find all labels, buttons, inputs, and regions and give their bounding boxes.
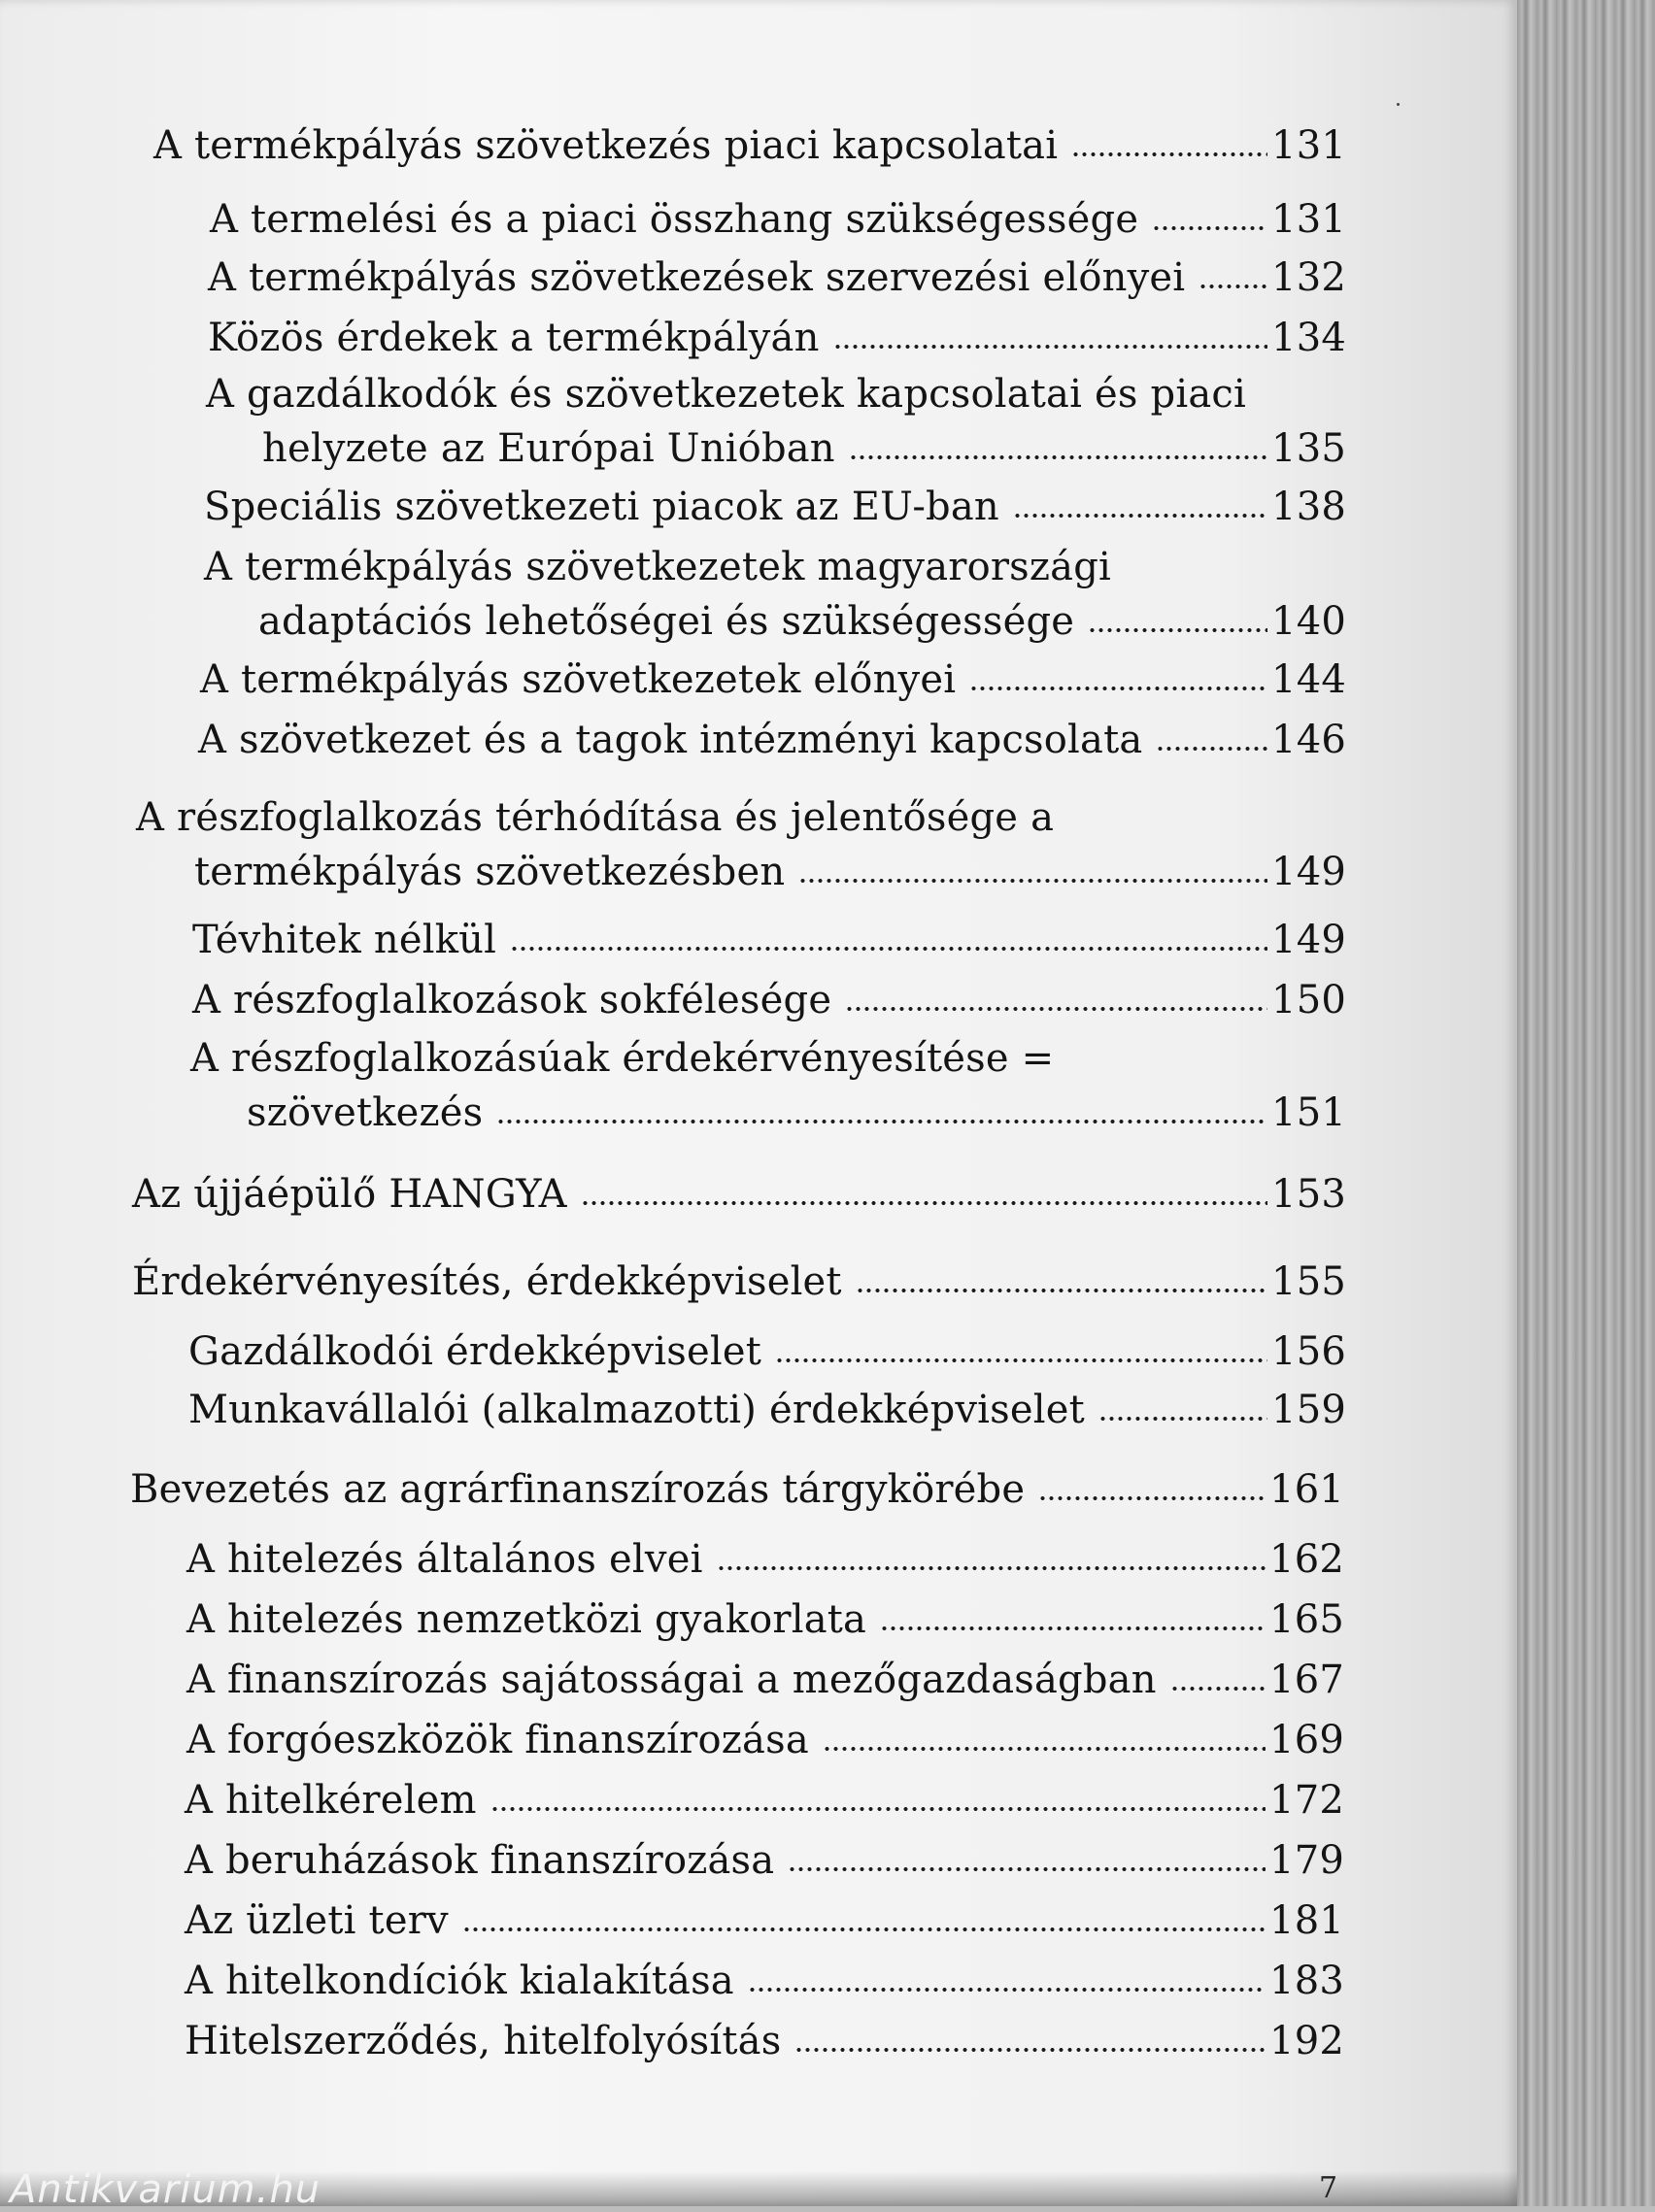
toc-entry xyxy=(132,1258,1346,1305)
toc-entry-page: 167 xyxy=(1269,1658,1344,1702)
leader-dots xyxy=(496,1119,1267,1124)
toc-entry xyxy=(188,1328,1346,1375)
leader-dots xyxy=(880,1625,1266,1631)
toc-entry-page: 134 xyxy=(1271,316,1346,360)
leader-dots xyxy=(1088,627,1267,633)
toc-entry-title: A hitelkérelem xyxy=(185,1778,477,1823)
toc-entry-title: A részfoglalkozások sokfélesége xyxy=(192,978,832,1022)
toc-entry-page: 138 xyxy=(1271,485,1346,529)
toc-entry-title: A forgóeszközök finanszírozása xyxy=(186,1718,809,1762)
leader-dots xyxy=(1152,225,1267,231)
toc-entry xyxy=(132,1171,1346,1218)
toc-entry-title: A termékpályás szövetkezetek előnyei xyxy=(200,657,957,702)
toc-entry-title: Bevezetés az agrárfinanszírozás tárgykörébe xyxy=(130,1467,1026,1512)
toc-entry xyxy=(210,196,1346,243)
leader-dots xyxy=(969,686,1267,691)
leader-dots xyxy=(1013,513,1267,519)
toc-entry-page: 161 xyxy=(1269,1467,1344,1512)
toc-entry xyxy=(186,1596,1344,1643)
toc-entry-page: 179 xyxy=(1269,1838,1344,1883)
toc-entry-title: A finanszírozás sajátosságai a mezőgazdaságban xyxy=(186,1658,1157,1702)
watermark: Antikvarium.hu xyxy=(10,2167,321,2212)
leader-dots xyxy=(1170,1686,1266,1692)
toc-entry xyxy=(153,122,1346,169)
leader-dots xyxy=(823,1746,1266,1752)
toc-entry xyxy=(200,656,1346,703)
toc-entry-page: 151 xyxy=(1271,1090,1346,1135)
toc-entry-title: A részfoglalkozás térhódítása és jelentősége a xyxy=(136,795,1055,840)
toc-entry-title: Az üzleti terv xyxy=(185,1898,449,1943)
toc-entry xyxy=(247,1089,1346,1136)
toc-entry xyxy=(258,598,1346,645)
leader-dots xyxy=(833,344,1268,350)
toc-entry-page: 135 xyxy=(1271,426,1346,471)
toc-entry-title: Speciális szövetkezeti piacok az EU-ban xyxy=(204,485,999,529)
toc-entry-title: helyzete az Európai Unióban xyxy=(262,426,835,471)
toc-entry-page: 144 xyxy=(1271,657,1346,702)
toc-entry xyxy=(186,1717,1344,1763)
toc-entry-title: A szövetkezet és a tagok intézményi kapcsolata xyxy=(198,718,1143,762)
toc-entry-page: 140 xyxy=(1271,599,1346,644)
toc-entry-page: 165 xyxy=(1269,1597,1344,1642)
leader-dots xyxy=(788,1866,1266,1872)
leader-dots xyxy=(849,454,1267,460)
toc-entry-title: A gazdálkodók és szövetkezetek kapcsolatai és piaci xyxy=(206,372,1246,417)
leader-dots xyxy=(1038,1495,1266,1501)
toc-entry-page: 181 xyxy=(1269,1898,1344,1943)
toc-entry-page: 159 xyxy=(1271,1388,1346,1432)
toc-entry-page: 192 xyxy=(1269,2019,1344,2063)
toc-entry-page: 155 xyxy=(1271,1259,1346,1304)
toc-entry xyxy=(192,977,1346,1023)
toc-entry-page: 156 xyxy=(1271,1329,1346,1374)
toc-entry-page: 153 xyxy=(1271,1172,1346,1217)
toc-entry-title: szövetkezés xyxy=(247,1090,484,1135)
leader-dots xyxy=(510,946,1267,952)
toc-entry-title: A beruházások finanszírozása xyxy=(185,1838,775,1883)
toc-entry-title: A termékpályás szövetkezések szervezési előnyei xyxy=(208,255,1186,300)
toc-entry-title: Hitelszerződés, hitelfolyósítás xyxy=(185,2019,782,2063)
leader-dots xyxy=(856,1288,1267,1293)
leader-dots xyxy=(798,878,1267,884)
toc-entry-title: Közös érdekek a termékpályán xyxy=(208,316,820,360)
toc-entry xyxy=(208,315,1346,361)
toc-entry-title: Munkavállalói (alkalmazotti) érdekképviselet xyxy=(188,1388,1085,1432)
toc-entry xyxy=(185,1958,1344,2004)
leader-dots xyxy=(1156,746,1267,752)
toc-entry-page: 146 xyxy=(1271,718,1346,762)
toc-entry-page: 150 xyxy=(1271,978,1346,1022)
toc-entry-title: A hitelezés általános elvei xyxy=(186,1537,703,1582)
toc-entry-title: A termékpályás szövetkezetek magyarországi xyxy=(204,545,1112,589)
toc-entry-title: adaptációs lehetőségei és szükségessége xyxy=(258,599,1075,644)
leader-dots xyxy=(490,1806,1266,1812)
toc-entry xyxy=(204,484,1346,530)
toc-entry xyxy=(194,849,1346,895)
toc-entry-title: Tévhitek nélkül xyxy=(192,918,497,962)
toc-entry-title: A részfoglalkozásúak érdekérvényesítése = xyxy=(190,1036,1055,1081)
toc-entry-page: 169 xyxy=(1269,1718,1344,1762)
toc-entry-title: A termékpályás szövetkezés piaci kapcsolatai xyxy=(153,123,1059,168)
leader-dots xyxy=(1071,151,1267,157)
toc-entry xyxy=(130,1466,1344,1513)
toc-entry-page: 162 xyxy=(1269,1537,1344,1582)
toc-entry-page: 183 xyxy=(1269,1959,1344,2003)
leader-dots xyxy=(717,1565,1266,1571)
toc-entry-page: 131 xyxy=(1271,123,1346,168)
page-number: 7 xyxy=(1319,2171,1338,2205)
toc-entry-page: 132 xyxy=(1271,255,1346,300)
leader-dots xyxy=(775,1357,1267,1363)
leader-dots xyxy=(462,1927,1266,1932)
toc-entry xyxy=(208,254,1346,301)
toc-entry xyxy=(198,717,1346,763)
toc-entry-title: termékpályás szövetkezésben xyxy=(194,850,786,894)
leader-dots xyxy=(794,2047,1266,2053)
toc-entry xyxy=(185,2018,1344,2064)
leader-dots xyxy=(845,1006,1267,1012)
toc-entry-title: A hitelezés nemzetközi gyakorlata xyxy=(186,1597,867,1642)
leader-dots xyxy=(1098,1416,1267,1422)
toc-entry xyxy=(186,1657,1344,1703)
leader-dots xyxy=(581,1200,1267,1206)
toc-entry-title: Gazdálkodói érdekképviselet xyxy=(188,1329,761,1374)
toc-entry-page: 131 xyxy=(1271,197,1346,242)
toc-entry-page: 149 xyxy=(1271,918,1346,962)
toc-entry-title: Az újjáépülő HANGYA xyxy=(132,1172,567,1217)
toc-entry-title: A termelési és a piaci összhang szükségessége xyxy=(210,197,1139,242)
page-stack-edge xyxy=(1517,0,1655,2206)
toc-entry-title: A hitelkondíciók kialakítása xyxy=(185,1959,734,2003)
toc-entry xyxy=(185,1777,1344,1824)
toc-entry xyxy=(185,1837,1344,1884)
toc-entry xyxy=(188,1387,1346,1433)
toc-entry-title: Érdekérvényesítés, érdekképviselet xyxy=(132,1259,842,1304)
toc-entry xyxy=(192,917,1346,963)
toc-entry xyxy=(262,425,1346,472)
leader-dots xyxy=(1199,284,1267,289)
toc-entry xyxy=(186,1536,1344,1583)
leader-dots xyxy=(748,1987,1266,1993)
toc-entry xyxy=(185,1897,1344,1944)
page-footer xyxy=(0,2167,1517,2212)
toc-entry-page: 149 xyxy=(1271,850,1346,894)
toc-entry-page: 172 xyxy=(1269,1778,1344,1823)
